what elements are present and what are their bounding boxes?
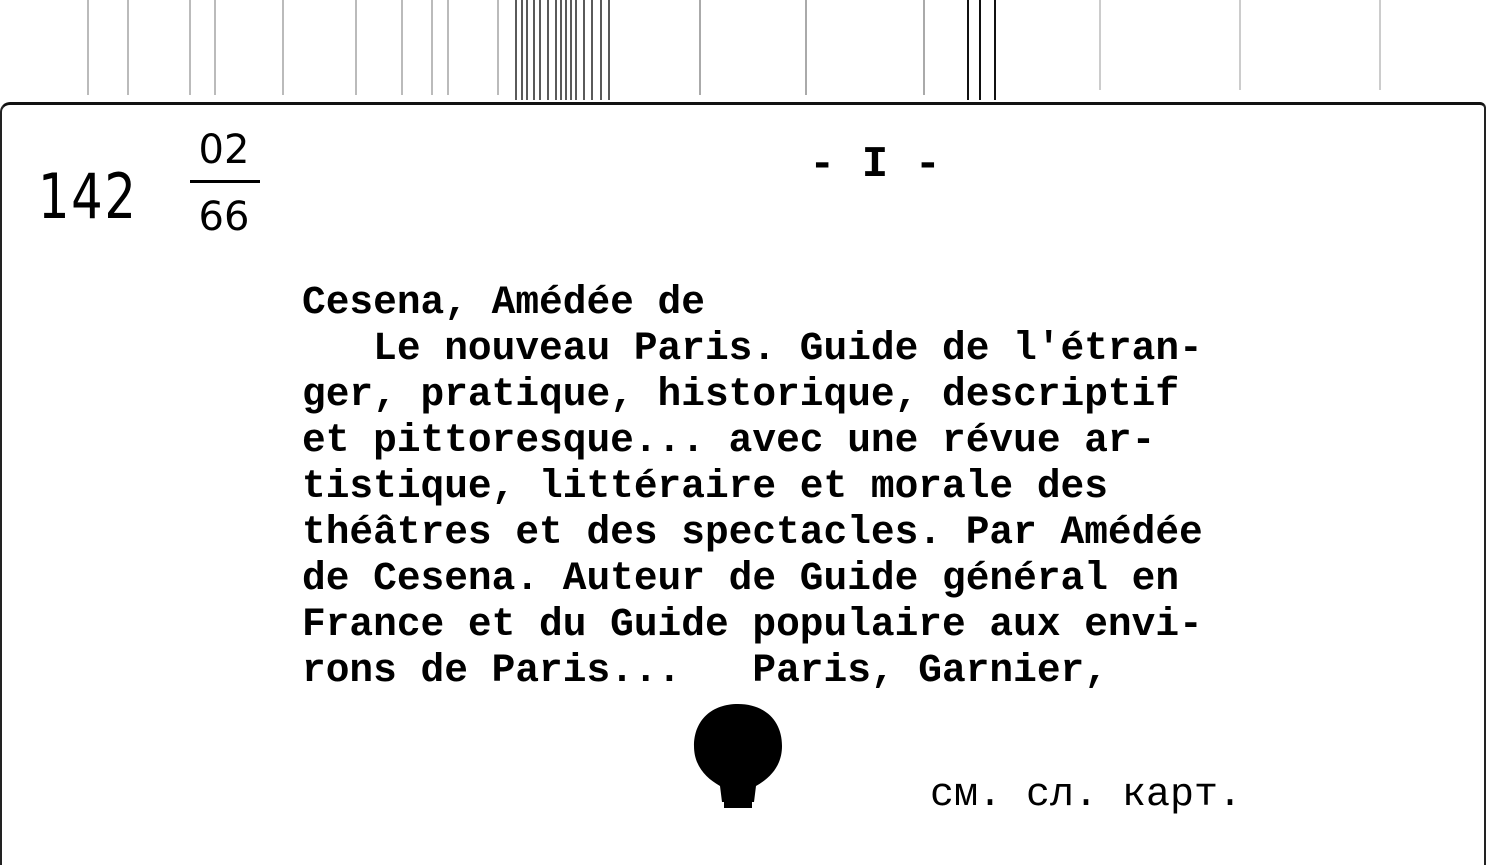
punch-hole-icon — [692, 702, 784, 810]
scan-margin-top — [0, 0, 1486, 102]
entry-line: France et du Guide populaire aux envi- — [302, 602, 1203, 647]
entry-line: tistique, littéraire et morale des — [302, 464, 1108, 509]
bibliographic-entry — [302, 280, 1482, 694]
entry-line: et pittoresque... avec une révue ar- — [302, 418, 1156, 463]
shelfmark-fraction — [184, 127, 264, 240]
entry-line: de Cesena. Auteur de Guide général en — [302, 556, 1180, 601]
entry-line: ger, pratique, historique, descriptif — [302, 372, 1180, 417]
shelfmark-denominator: 66 — [198, 194, 250, 240]
shelfmark-numerator: 02 — [198, 127, 250, 173]
card-number: - I - — [808, 140, 942, 190]
entry-line: théâtres et des spectacles. Par Amédée — [302, 510, 1203, 555]
shelfmark — [38, 127, 278, 260]
entry-line: Cesena, Amédée de — [302, 280, 705, 325]
entry-line: rons de Paris... Paris, Garnier, — [302, 648, 1108, 693]
see-next-card: см. сл. карт. — [930, 773, 1243, 818]
entry-line: Le nouveau Paris. Guide de l'étran- — [302, 326, 1203, 371]
fraction-bar — [190, 180, 260, 183]
scan-streaks — [0, 0, 1486, 102]
shelfmark-main: 142 — [38, 160, 138, 233]
